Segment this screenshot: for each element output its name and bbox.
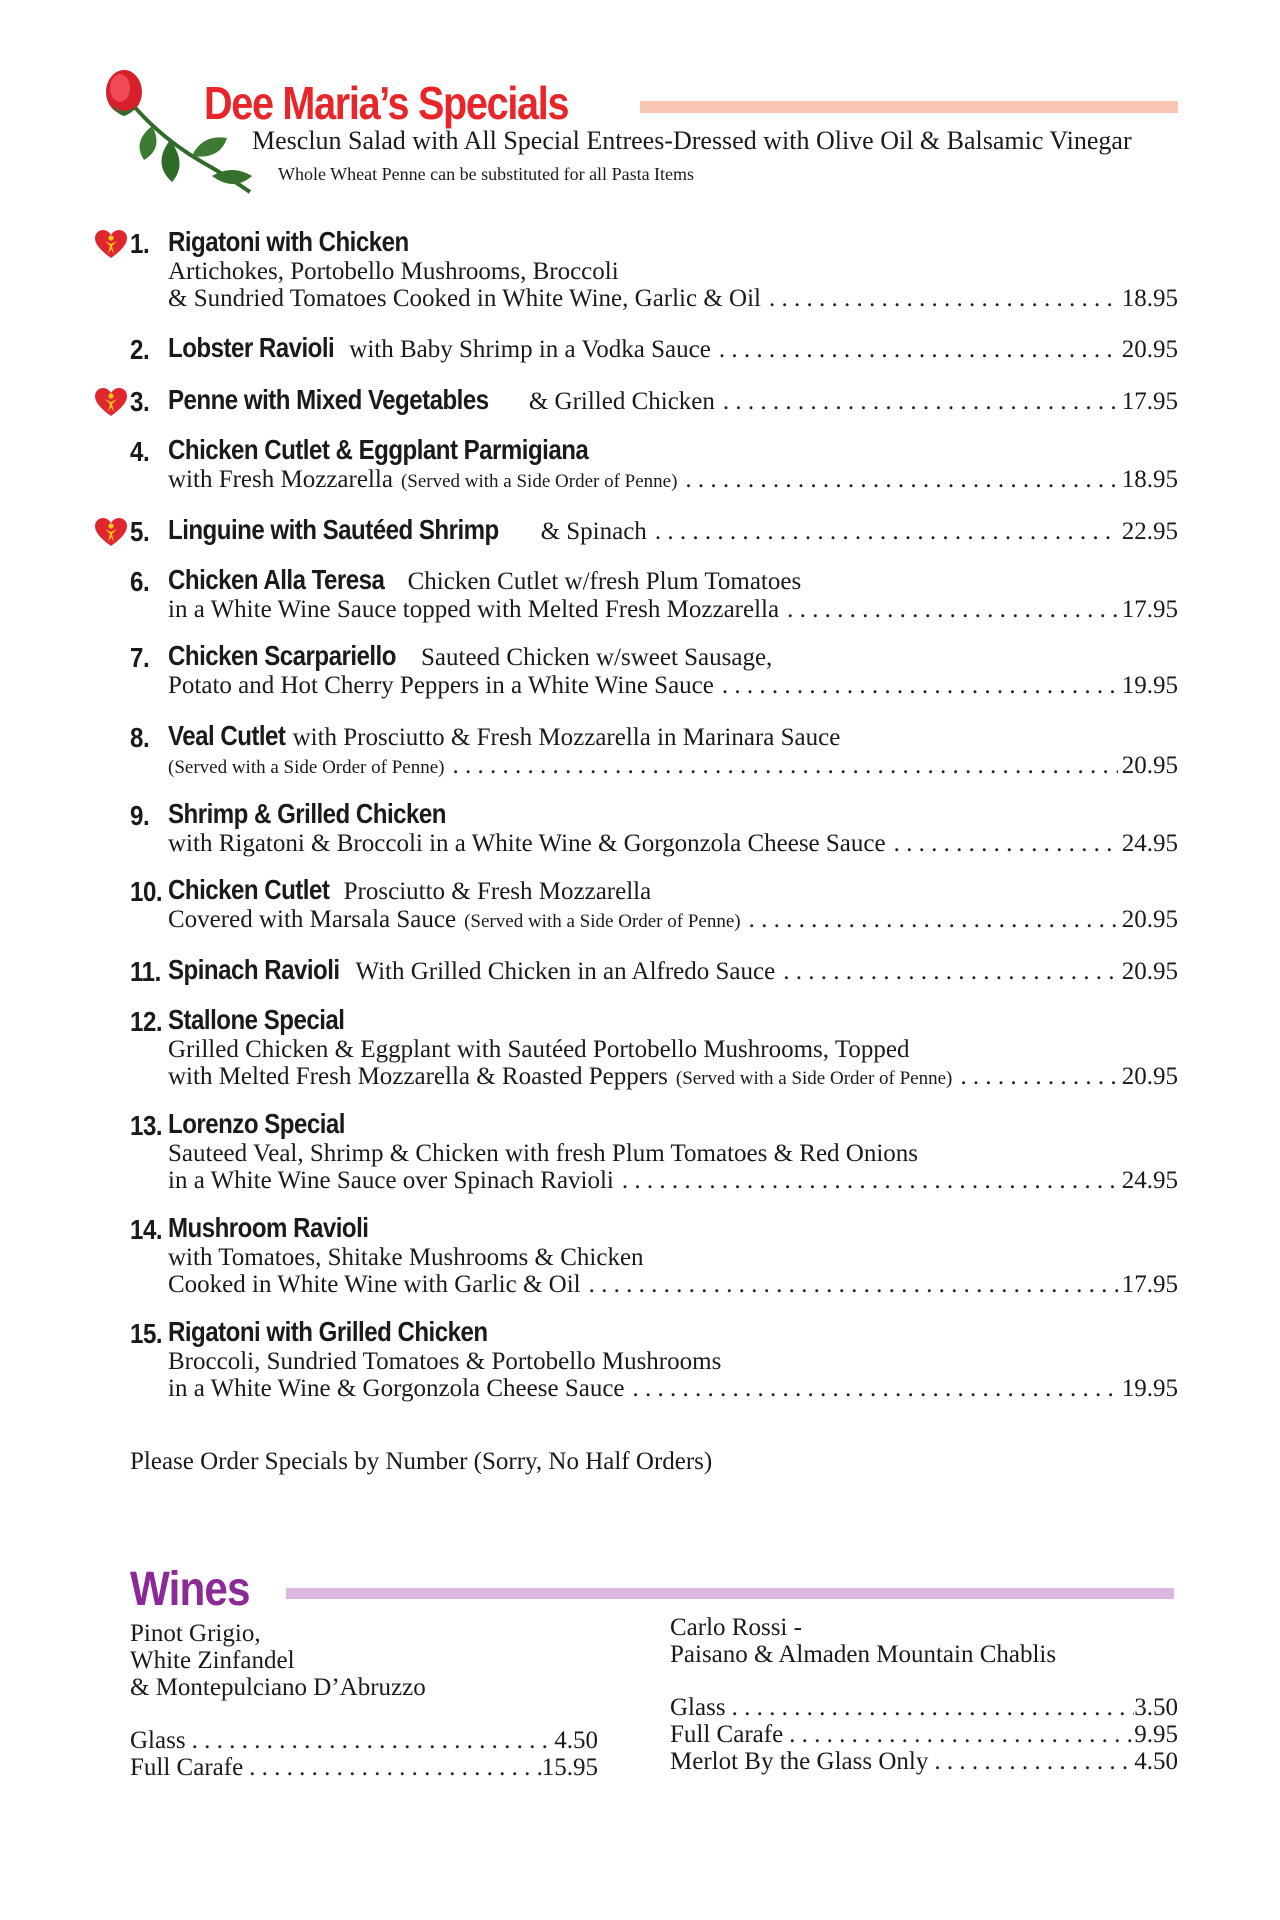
- serving-note: (Served with a Side Order of Penne): [464, 911, 741, 932]
- item-inline-description: Sauteed Chicken w/sweet Sausage,: [421, 644, 773, 671]
- wine-spacer: [670, 1668, 1178, 1694]
- wine-price-row: [130, 1754, 598, 1781]
- item-number: 14.: [130, 1214, 163, 1245]
- wine-name: Paisano & Almaden Mountain Chablis: [670, 1641, 1057, 1668]
- item-price: 20.95: [1121, 906, 1178, 933]
- dot-leader: [444, 752, 1118, 780]
- item-name: Rigatoni with Grilled Chicken: [168, 1316, 488, 1347]
- item-description: Potato and Hot Cherry Peppers in a White Wine Sauce: [168, 672, 714, 699]
- dot-leader: [647, 518, 1118, 546]
- item-name: Rigatoni with Chicken: [168, 226, 409, 257]
- dot-leader: [726, 1694, 1135, 1721]
- item-price: 18.95: [1121, 285, 1178, 312]
- item-number: 10.: [130, 876, 163, 907]
- item-name: Lorenzo Special: [168, 1108, 345, 1139]
- item-description-line: [168, 1140, 1178, 1168]
- dot-leader: [625, 1375, 1118, 1403]
- item-description-line: [168, 1036, 1178, 1064]
- wine-label: Glass: [130, 1727, 186, 1754]
- item-description-line: [168, 258, 1178, 286]
- item-price: 20.95: [1121, 958, 1178, 985]
- item-description: with Fresh Mozzarella: [168, 466, 393, 493]
- item-price: 24.95: [1121, 830, 1178, 857]
- item-title-line: [168, 386, 1178, 416]
- item-description-line: [168, 466, 1178, 496]
- item-number: 9.: [130, 800, 150, 831]
- item-title-line: [168, 1214, 1178, 1242]
- item-number: 7.: [130, 642, 150, 673]
- item-price: 19.95: [1121, 672, 1178, 699]
- wine-column-right: [670, 1614, 1178, 1775]
- serving-note: (Served with a Side Order of Penne): [400, 471, 678, 492]
- item-name: Mushroom Ravioli: [168, 1212, 369, 1243]
- item-description-line: [168, 1271, 1178, 1299]
- wine-price: 3.50: [1134, 1694, 1178, 1721]
- item-price: 17.95: [1121, 1271, 1178, 1298]
- item-inline-description: Prosciutto & Fresh Mozzarella: [343, 878, 652, 905]
- pasta-note: Whole Wheat Penne can be substituted for all Pasta Items: [278, 164, 695, 184]
- item-price: 22.95: [1121, 518, 1178, 545]
- item-inline-description: & Grilled Chicken: [528, 388, 715, 415]
- item-name: Chicken Cutlet: [168, 874, 330, 905]
- item-description: with Melted Fresh Mozzarella & Roasted Peppers: [168, 1063, 668, 1090]
- item-name: Chicken Cutlet & Eggplant Parmigiana: [168, 434, 589, 465]
- item-title-line: [168, 1318, 1178, 1346]
- item-number: 12.: [130, 1006, 163, 1037]
- item-price: 20.95: [1121, 336, 1178, 363]
- page-title: Dee Maria’s Specials: [204, 77, 569, 129]
- item-title-line: [168, 516, 1178, 546]
- item-name: Stallone Special: [168, 1004, 345, 1035]
- item-price: 20.95: [1121, 752, 1178, 779]
- item-number: 15.: [130, 1318, 163, 1349]
- heart-healthy-icon: [94, 388, 128, 418]
- item-inline-description: & Spinach: [540, 518, 647, 545]
- item-description: Broccoli, Sundried Tomatoes & Portobello Mushrooms: [168, 1348, 722, 1375]
- item-description: Grilled Chicken & Eggplant with Sautéed Portobello Mushrooms, Topped: [168, 1036, 910, 1063]
- item-number: 13.: [130, 1110, 163, 1141]
- item-title-line: [168, 334, 1178, 364]
- wine-label: Full Carafe: [130, 1754, 244, 1781]
- item-title-line: [168, 876, 1178, 906]
- wine-name: & Montepulciano D’Abruzzo: [130, 1674, 426, 1701]
- item-inline-description: Chicken Cutlet w/fresh Plum Tomatoes: [407, 568, 802, 595]
- item-description-line: [168, 1167, 1178, 1195]
- wine-name: Carlo Rossi -: [670, 1614, 802, 1641]
- item-description: Cooked in White Wine with Garlic & Oil: [168, 1271, 581, 1298]
- dot-leader: [714, 672, 1118, 700]
- item-description-line: [168, 830, 1178, 858]
- item-description-line: [168, 1375, 1178, 1403]
- wine-price-row: [670, 1694, 1178, 1721]
- item-title-line: [168, 722, 1178, 752]
- wine-label: Full Carafe: [670, 1721, 784, 1748]
- item-price: 18.95: [1121, 466, 1178, 493]
- dot-leader: [779, 596, 1118, 624]
- item-description: with Tomatoes, Shitake Mushrooms & Chicken: [168, 1244, 644, 1271]
- item-description: in a White Wine Sauce topped with Melted Fresh Mozzarella: [168, 596, 780, 623]
- item-number: 2.: [130, 334, 150, 365]
- item-description: Covered with Marsala Sauce: [168, 906, 457, 933]
- dot-leader: [677, 466, 1118, 494]
- item-name: Shrimp & Grilled Chicken: [168, 798, 446, 829]
- item-name: Lobster Ravioli: [168, 332, 335, 363]
- item-number: 4.: [130, 436, 150, 467]
- dot-leader: [886, 830, 1118, 858]
- wine-name: Pinot Grigio,: [130, 1620, 261, 1647]
- item-description-line: [168, 672, 1178, 700]
- wine-spacer: [130, 1701, 598, 1727]
- heart-healthy-icon: [94, 518, 128, 548]
- wine-price-row: [670, 1721, 1178, 1748]
- wine-price: 15.95: [541, 1754, 598, 1781]
- item-title-line: [168, 436, 1178, 464]
- title-divider: [640, 101, 1178, 113]
- wine-label: Merlot By the Glass Only: [670, 1748, 929, 1775]
- dot-leader: [775, 958, 1118, 986]
- dot-leader: [243, 1754, 542, 1781]
- item-description-line: [168, 1063, 1178, 1093]
- order-note: Please Order Specials by Number (Sorry, No Half Orders): [130, 1448, 713, 1475]
- wine-price: 4.50: [1134, 1748, 1178, 1775]
- wine-price-row: [130, 1727, 598, 1754]
- item-name: Penne with Mixed Vegetables: [168, 384, 489, 415]
- wine-column-left: [130, 1620, 598, 1781]
- item-number: 1.: [130, 228, 150, 259]
- item-name: Veal Cutlet: [168, 720, 286, 751]
- item-name: Spinach Ravioli: [168, 954, 340, 985]
- wine-name: White Zinfandel: [130, 1647, 295, 1674]
- wines-title: Wines: [130, 1563, 250, 1616]
- dot-leader: [952, 1063, 1118, 1091]
- dot-leader: [186, 1727, 555, 1754]
- item-number: 5.: [130, 516, 150, 547]
- item-title-line: [168, 642, 1178, 672]
- item-title-line: [168, 800, 1178, 828]
- item-description-line: [168, 285, 1178, 313]
- item-price: 17.95: [1121, 596, 1178, 623]
- item-number: 3.: [130, 386, 150, 417]
- dot-leader: [928, 1748, 1134, 1775]
- item-inline-description: with Prosciutto & Fresh Mozzarella in Marinara Sauce: [292, 724, 841, 751]
- item-title-line: [168, 228, 1178, 256]
- dot-leader: [715, 388, 1118, 416]
- item-description: with Rigatoni & Broccoli in a White Wine & Gorgonzola Cheese Sauce: [168, 830, 886, 857]
- dot-leader: [614, 1167, 1118, 1195]
- item-description: Sauteed Veal, Shrimp & Chicken with fresh Plum Tomatoes & Red Onions: [168, 1140, 919, 1167]
- item-description: Artichokes, Portobello Mushrooms, Broccoli: [168, 258, 619, 285]
- item-price: 19.95: [1121, 1375, 1178, 1402]
- dot-leader: [741, 906, 1118, 934]
- item-inline-description: with Baby Shrimp in a Vodka Sauce: [349, 336, 711, 363]
- item-description-line: [168, 752, 1178, 782]
- item-inline-description: With Grilled Chicken in an Alfredo Sauce: [355, 958, 776, 985]
- item-description: in a White Wine Sauce over Spinach Ravioli: [168, 1167, 614, 1194]
- wines-divider: [286, 1588, 1174, 1599]
- item-title-line: [168, 956, 1178, 986]
- wine-price: 4.50: [554, 1727, 598, 1754]
- dot-leader: [581, 1271, 1118, 1299]
- serving-note: (Served with a Side Order of Penne): [168, 757, 445, 778]
- item-number: 6.: [130, 566, 150, 597]
- item-name: Linguine with Sautéed Shrimp: [168, 514, 499, 545]
- item-name: Chicken Scarpariello: [168, 640, 396, 671]
- item-name: Chicken Alla Teresa: [168, 564, 385, 595]
- item-price: 20.95: [1121, 1063, 1178, 1090]
- heart-healthy-icon: [94, 230, 128, 260]
- item-description-line: [168, 1244, 1178, 1272]
- item-description: in a White Wine & Gorgonzola Cheese Sauce: [168, 1375, 625, 1402]
- item-price: 24.95: [1121, 1167, 1178, 1194]
- wine-price: 9.95: [1134, 1721, 1178, 1748]
- item-title-line: [168, 566, 1178, 596]
- item-number: 11.: [130, 956, 161, 987]
- item-description-line: [168, 596, 1178, 624]
- item-number: 8.: [130, 722, 150, 753]
- dot-leader: [711, 336, 1118, 364]
- item-price: 17.95: [1121, 388, 1178, 415]
- wine-label: Glass: [670, 1694, 726, 1721]
- wine-price-row: [670, 1748, 1178, 1775]
- page-subtitle: Mesclun Salad with All Special Entrees-Dressed with Olive Oil & Balsamic Vinegar: [252, 126, 1132, 155]
- item-description-line: [168, 906, 1178, 936]
- item-description-line: [168, 1348, 1178, 1376]
- item-title-line: [168, 1006, 1178, 1034]
- serving-note: (Served with a Side Order of Penne): [675, 1068, 953, 1089]
- dot-leader: [761, 285, 1118, 313]
- item-title-line: [168, 1110, 1178, 1138]
- dot-leader: [783, 1721, 1134, 1748]
- item-description: & Sundried Tomatoes Cooked in White Wine, Garlic & Oil: [168, 285, 761, 312]
